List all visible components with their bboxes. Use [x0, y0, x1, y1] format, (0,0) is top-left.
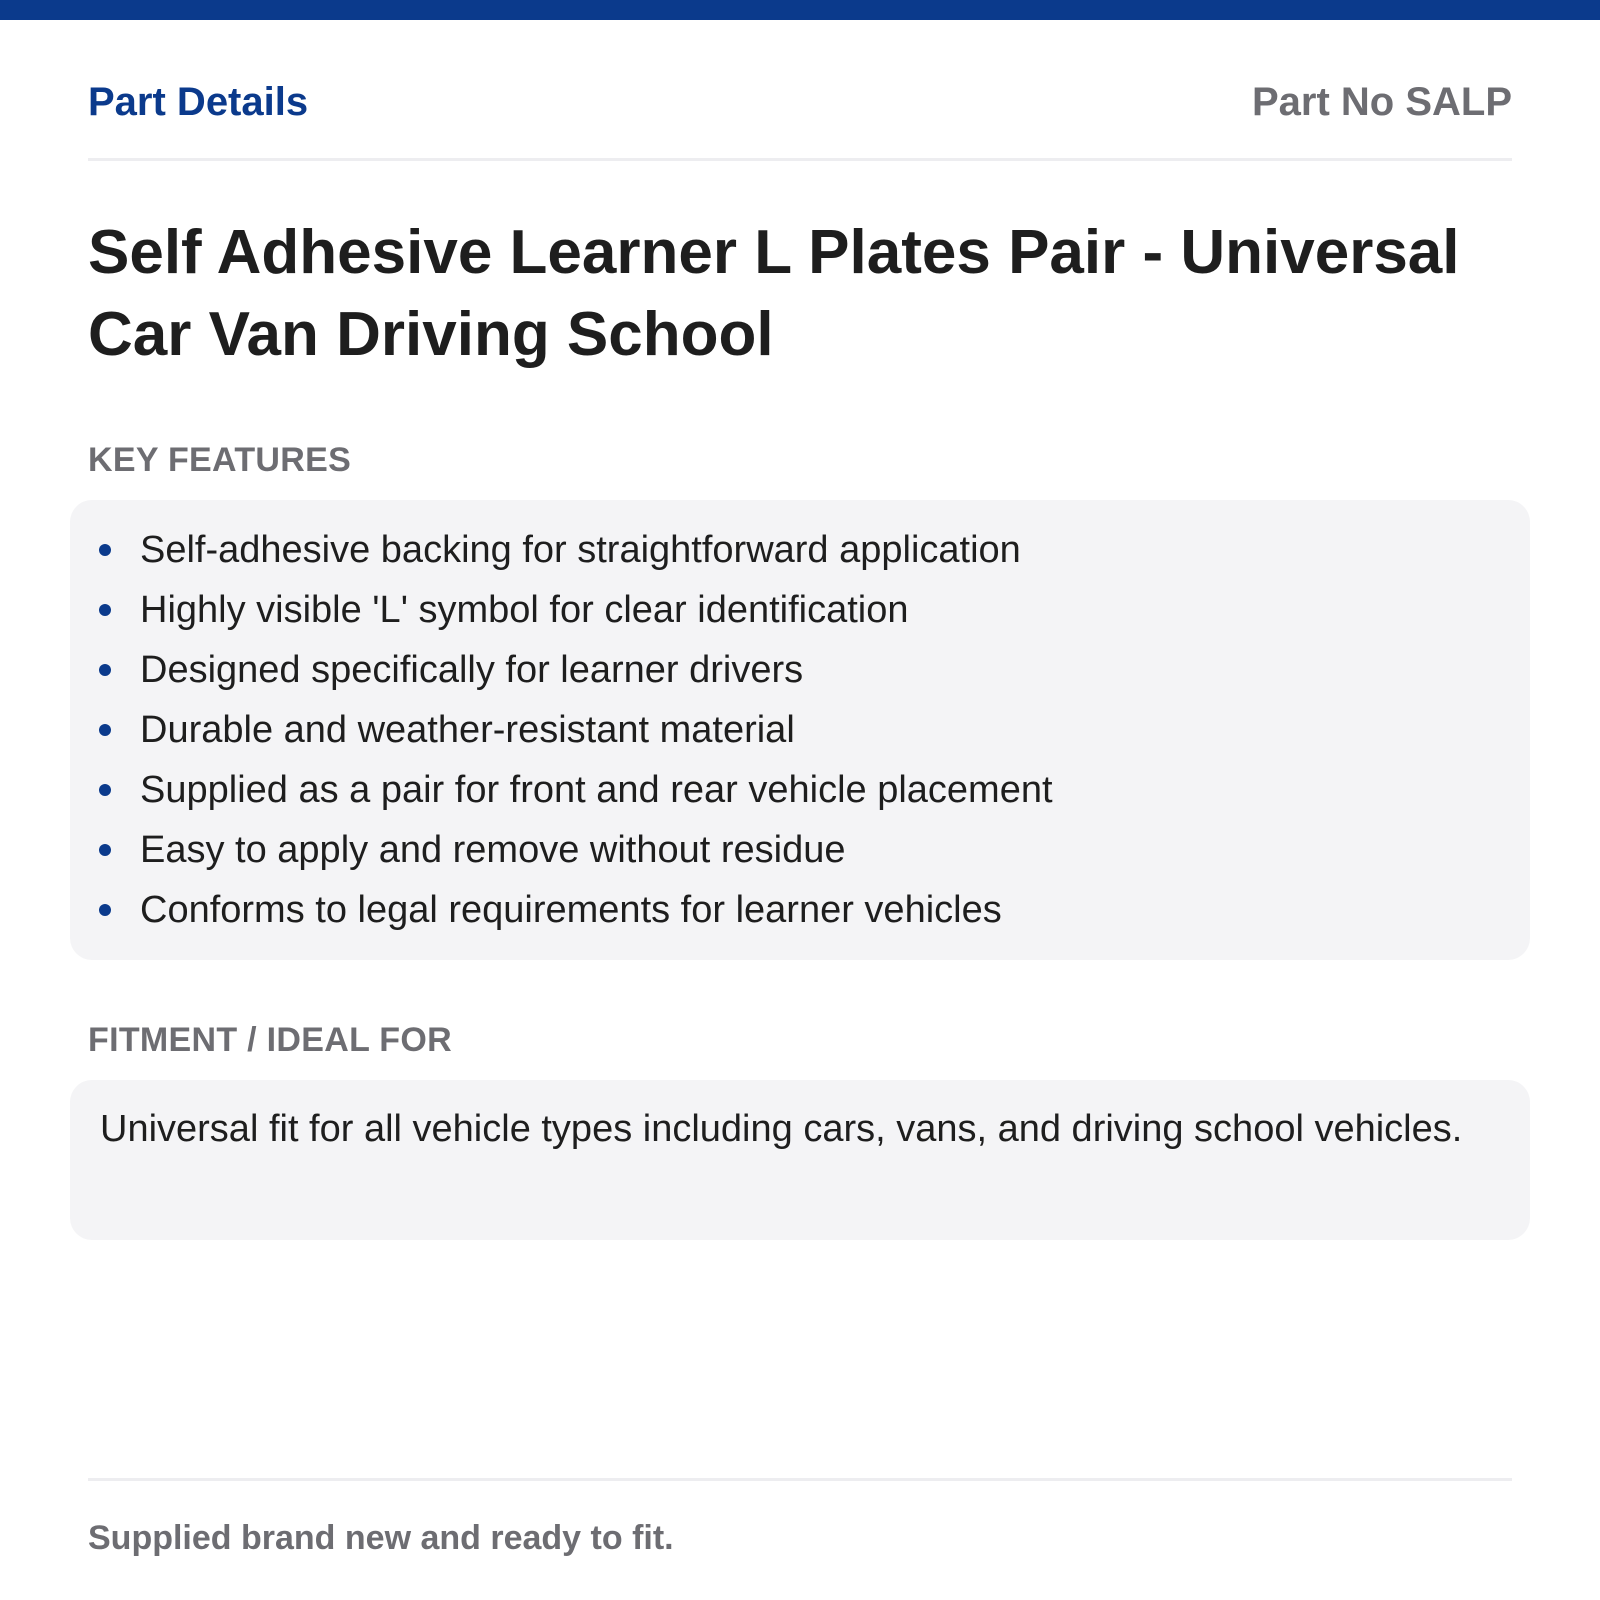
product-title: Self Adhesive Learner L Plates Pair - Universal Car Van Driving School [88, 218, 1460, 369]
list-item [70, 582, 1530, 642]
header [88, 78, 1512, 126]
list-item [70, 822, 1530, 882]
top-accent-bar [0, 0, 1600, 20]
bullet-icon [99, 904, 111, 916]
feature-text: Highly visible 'L' symbol for clear identification [140, 589, 909, 631]
feature-list [70, 500, 1530, 942]
fitment-panel [70, 1080, 1530, 1240]
bullet-icon [99, 784, 111, 796]
footer-note: Supplied brand new and ready to fit. [88, 1519, 674, 1557]
feature-text: Supplied as a pair for front and rear vehicle placement [140, 769, 1053, 811]
feature-text: Easy to apply and remove without residue [140, 829, 846, 871]
footer-divider [88, 1478, 1512, 1481]
fitment-text: Universal fit for all vehicle types including cars, vans, and driving school vehicles. [100, 1108, 1463, 1150]
list-item [70, 642, 1530, 702]
key-features-panel [70, 500, 1530, 960]
part-number: Part No SALP [1251, 80, 1512, 124]
feature-text: Designed specifically for learner drivers [140, 649, 804, 691]
feature-text: Conforms to legal requirements for learner vehicles [140, 889, 1002, 931]
list-item [70, 702, 1530, 762]
key-features-heading: KEY FEATURES [88, 441, 352, 479]
fitment-heading: FITMENT / IDEAL FOR [88, 1021, 452, 1059]
feature-text: Durable and weather-resistant material [140, 709, 795, 751]
list-item [70, 522, 1530, 582]
list-item [70, 882, 1530, 942]
bullet-icon [99, 844, 111, 856]
bullet-icon [99, 544, 111, 556]
page-title: Part Details [88, 80, 309, 124]
bullet-icon [99, 664, 111, 676]
list-item [70, 762, 1530, 822]
bullet-icon [99, 724, 111, 736]
bullet-icon [99, 604, 111, 616]
header-divider [88, 158, 1512, 161]
feature-text: Self-adhesive backing for straightforward application [140, 529, 1021, 571]
